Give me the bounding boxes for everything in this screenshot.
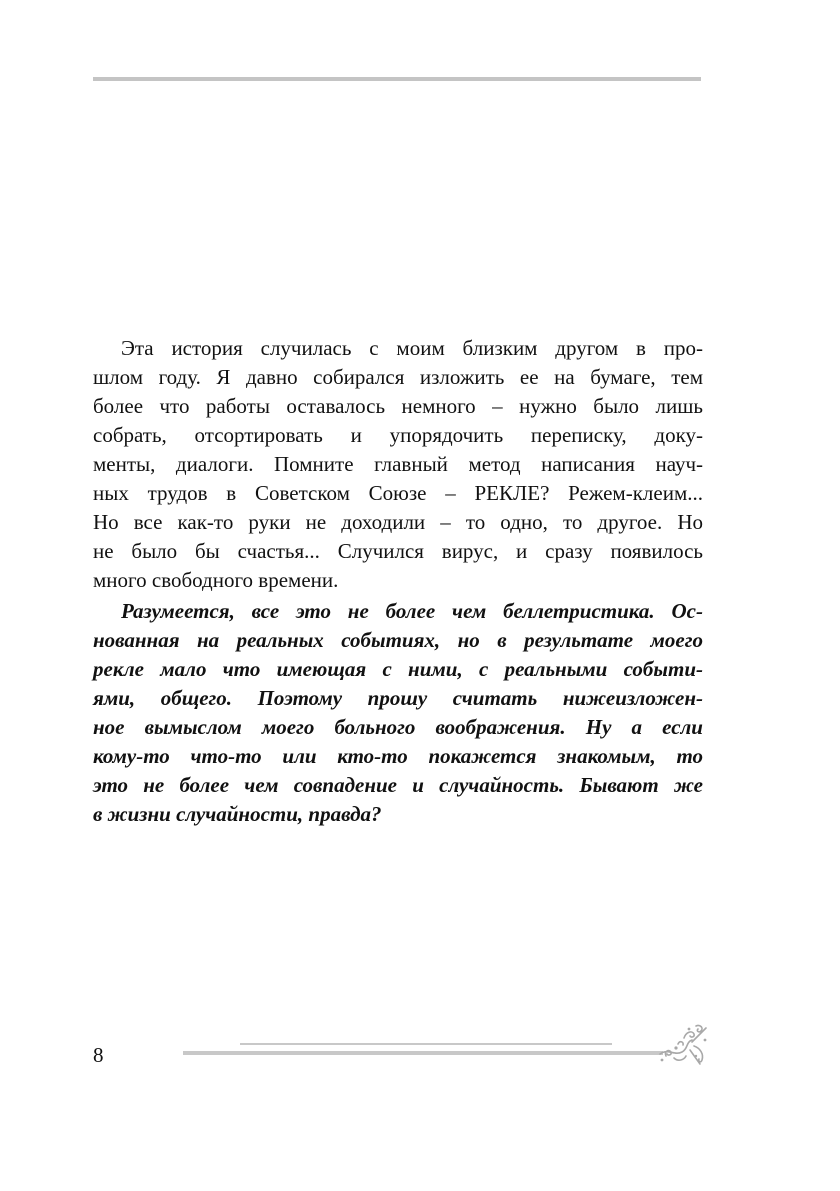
text-line: в жизни случайности, правда? (93, 802, 382, 826)
text-line: менты, диалоги. Помните главный метод написания науч- (93, 452, 703, 476)
text-line: это не более чем совпадение и случайность. Бывают же (93, 773, 703, 797)
text-line: Разумеется, все это не более чем беллетристика. Ос- (121, 599, 703, 623)
text-line: рекле мало что имеющая с ними, с реальными событи- (93, 657, 703, 681)
text-line: не было бы счастья... Случился вирус, и сразу появилось (93, 539, 703, 563)
text-line: нованная на реальных событиях, но в результате моего (93, 628, 703, 652)
text-line: собрать, отсортировать и упорядочить переписку, доку- (93, 423, 703, 447)
text-line: Но все как-то руки не доходили – то одно, то другое. Но (93, 510, 703, 534)
header-rule (93, 77, 701, 81)
body-text (93, 334, 703, 829)
floral-ornament-icon (656, 1020, 710, 1066)
text-line: более что работы оставалось немного – нужно было лишь (93, 394, 703, 418)
page-number: 8 (93, 1043, 104, 1067)
paragraph-disclaimer (93, 597, 703, 829)
text-line: кому-то что-то или кто-то покажется знакомым, то (93, 744, 703, 768)
paragraph-intro (93, 334, 703, 595)
text-line: ями, общего. Поэтому прошу считать нижеизложен- (93, 686, 703, 710)
text-line: Эта история случилась с моим близким другом в про- (121, 336, 703, 360)
text-line: шлом году. Я давно собирался изложить ее на бумаге, тем (93, 365, 703, 389)
footer-rule (183, 1051, 663, 1055)
text-line: много свободного времени. (93, 568, 339, 592)
text-line: ных трудов в Советском Союзе – РЕКЛЕ? Режем-клеим... (93, 481, 703, 505)
footer-rule-accent (240, 1043, 612, 1045)
text-line: ное вымыслом моего больного воображения. Ну а если (93, 715, 703, 739)
